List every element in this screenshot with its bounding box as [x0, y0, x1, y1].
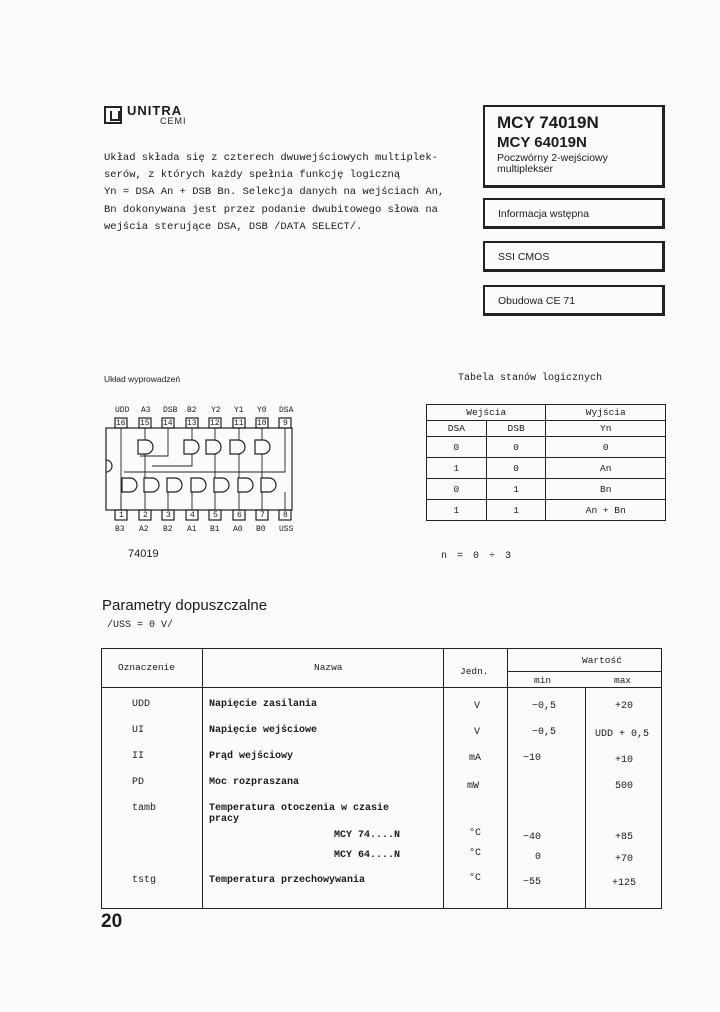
- truth-header-inputs: Wejścia: [427, 405, 546, 421]
- description-line: multiplekser: [497, 163, 554, 175]
- pin-number: 12: [210, 419, 220, 428]
- param-max: +125: [611, 878, 636, 889]
- truth-table: [426, 404, 666, 521]
- bottom-pin-labels: [113, 525, 303, 537]
- pin-label: A2: [139, 525, 149, 534]
- param-symbol: PD: [132, 777, 145, 788]
- info-box-label: SSI CMOS: [498, 251, 550, 263]
- pin-label: A0: [233, 525, 243, 534]
- params-header-unit: Jedn.: [460, 666, 489, 677]
- diagram-part-label: 74019: [128, 548, 159, 560]
- pin-label: B2: [163, 525, 173, 534]
- truth-cell: An: [546, 458, 666, 479]
- intro-line: wejścia sterujące DSA, DSB /DATA SELECT/.: [104, 220, 363, 233]
- param-max: +20: [614, 701, 633, 712]
- intro-line: serów, z których każdy spełnia funkcję logiczną: [104, 169, 401, 182]
- truth-table-title: Tabela stanów logicznych: [458, 373, 603, 384]
- params-condition: /USS = 0 V/: [107, 620, 174, 631]
- pin-number: 1: [119, 511, 124, 520]
- truth-cell: 1: [486, 479, 546, 500]
- pin-label: UDD: [115, 406, 130, 415]
- pin-number: 6: [237, 511, 242, 520]
- pin-number: 7: [260, 511, 265, 520]
- truth-cell: Bn: [546, 479, 666, 500]
- pin-number: 10: [257, 419, 267, 428]
- param-name: Moc rozpraszana: [209, 777, 300, 788]
- param-variant: MCY 64....N: [334, 850, 401, 861]
- page-number: 20: [101, 911, 123, 932]
- truth-col-dsb: DSB: [486, 421, 546, 437]
- pinout-diagram: [100, 416, 300, 524]
- param-max: +70: [614, 854, 633, 865]
- param-symbol: II: [132, 751, 145, 762]
- param-unit: °C: [469, 848, 482, 859]
- param-symbol: tstg: [132, 875, 157, 886]
- pin-number: 13: [187, 419, 197, 428]
- info-box-package: [483, 285, 665, 316]
- param-name: Temperatura otoczenia w czasie pracy: [209, 803, 390, 825]
- info-box-technology: [483, 241, 665, 272]
- table-row: [427, 500, 666, 521]
- brand-subname: CEMI: [160, 116, 187, 126]
- and-gates: [122, 478, 276, 492]
- param-min: −0,5: [531, 701, 556, 712]
- pin-number: 11: [234, 419, 244, 428]
- truth-cell: 1: [427, 500, 487, 521]
- pin-number: 2: [143, 511, 148, 520]
- part-description: [497, 153, 657, 175]
- truth-header-outputs: Wyjścia: [546, 405, 666, 421]
- params-header-name: Nazwa: [314, 662, 343, 673]
- param-unit: mW: [467, 781, 480, 792]
- param-variant: MCY 74....N: [334, 830, 401, 841]
- pin-number: 9: [283, 419, 288, 428]
- truth-col-dsa: DSA: [427, 421, 487, 437]
- pin-label: B1: [210, 525, 220, 534]
- pin-number: 5: [213, 511, 218, 520]
- param-min: −0,5: [531, 727, 556, 738]
- intro-line: Układ składa się z czterech dwuwejściowych multiplek-: [104, 152, 438, 164]
- param-name: Napięcie zasilania: [209, 699, 318, 710]
- param-name: Napięcie wejściowe: [209, 725, 318, 736]
- brand-name: UNITRA: [127, 103, 183, 118]
- param-symbol: UDD: [132, 699, 151, 710]
- param-max: UDD + 0,5: [594, 729, 649, 740]
- pin-number: 3: [166, 511, 171, 520]
- table-row: [427, 479, 666, 500]
- pin-number: 15: [140, 419, 150, 428]
- params-header-max: max: [614, 675, 632, 686]
- params-header-value: Wartość: [582, 655, 622, 666]
- pin-label: B2: [187, 406, 197, 415]
- param-max: +10: [614, 755, 633, 766]
- params-header-symbol: Oznaczenie: [118, 662, 176, 673]
- param-max: 500: [614, 781, 633, 792]
- package-notch: [106, 460, 112, 472]
- params-title: Parametry dopuszczalne: [102, 597, 268, 614]
- pin-label: DSB: [163, 406, 178, 415]
- bottom-pin-numbers: [100, 511, 300, 521]
- diagram-caption: Układ wyprowadzeń: [104, 374, 181, 384]
- pin-number: 4: [190, 511, 195, 520]
- param-max: +85: [614, 832, 633, 843]
- param-unit: V: [474, 701, 481, 712]
- intro-line: Bn dokonywana jest przez podanie dwubitowego słowa na: [104, 203, 438, 216]
- pin-label: Y1: [234, 406, 244, 415]
- truth-cell: 0: [486, 437, 546, 458]
- pin-label: Y2: [211, 406, 221, 415]
- output-gates: [138, 440, 270, 454]
- truth-cell: 1: [427, 458, 487, 479]
- params-table: [101, 648, 662, 909]
- param-unit: °C: [469, 873, 482, 884]
- param-name: Temperatura przechowywania: [209, 875, 366, 886]
- pin-label: A3: [141, 406, 151, 415]
- pin-number: 16: [116, 419, 126, 428]
- unitra-logo-icon: [104, 106, 122, 124]
- intro-line: Yn = DSA An + DSB Bn. Selekcja danych na wejściach An,: [104, 186, 445, 199]
- truth-cell: 0: [427, 479, 487, 500]
- truth-cell: An + Bn: [546, 500, 666, 521]
- param-symbol: tamb: [132, 803, 157, 814]
- truth-cell: 0: [546, 437, 666, 458]
- param-symbol: UI: [132, 725, 145, 736]
- description-line: Poczwórny 2-wejściowy: [497, 152, 608, 164]
- param-min: −40: [522, 832, 541, 843]
- truth-cell: 0: [427, 437, 487, 458]
- params-header-min: min: [534, 675, 552, 686]
- pin-number: 8: [283, 511, 288, 520]
- table-row: [427, 437, 666, 458]
- table-row: [427, 458, 666, 479]
- truth-cell: 0: [486, 458, 546, 479]
- truth-table-note: n = 0 ÷ 3: [441, 551, 514, 562]
- pin-label: DSA: [279, 406, 294, 415]
- pin-label: Y0: [257, 406, 267, 415]
- param-min: −55: [522, 877, 541, 888]
- pin-label: USS: [279, 525, 294, 534]
- part-number-secondary: MCY 64019N: [497, 134, 587, 151]
- truth-col-y: Yn: [546, 421, 666, 437]
- param-unit: V: [474, 727, 481, 738]
- info-box-label: Informacja wstępna: [498, 208, 590, 220]
- truth-cell: 1: [486, 500, 546, 521]
- pin-label: B0: [256, 525, 266, 534]
- pin-number: 14: [163, 419, 173, 428]
- param-min: −10: [522, 753, 541, 764]
- pin-label: B3: [115, 525, 125, 534]
- param-min: 0: [534, 852, 541, 863]
- param-unit: mA: [469, 753, 482, 764]
- intro-paragraph: [104, 150, 456, 236]
- part-number-primary: MCY 74019N: [497, 113, 599, 132]
- pin-label: A1: [187, 525, 197, 534]
- param-unit: °C: [469, 828, 482, 839]
- info-box-status: [483, 198, 665, 229]
- param-name: Prąd wejściowy: [209, 751, 294, 762]
- info-box-label: Obudowa CE 71: [498, 295, 576, 307]
- top-pin-numbers: [100, 419, 300, 429]
